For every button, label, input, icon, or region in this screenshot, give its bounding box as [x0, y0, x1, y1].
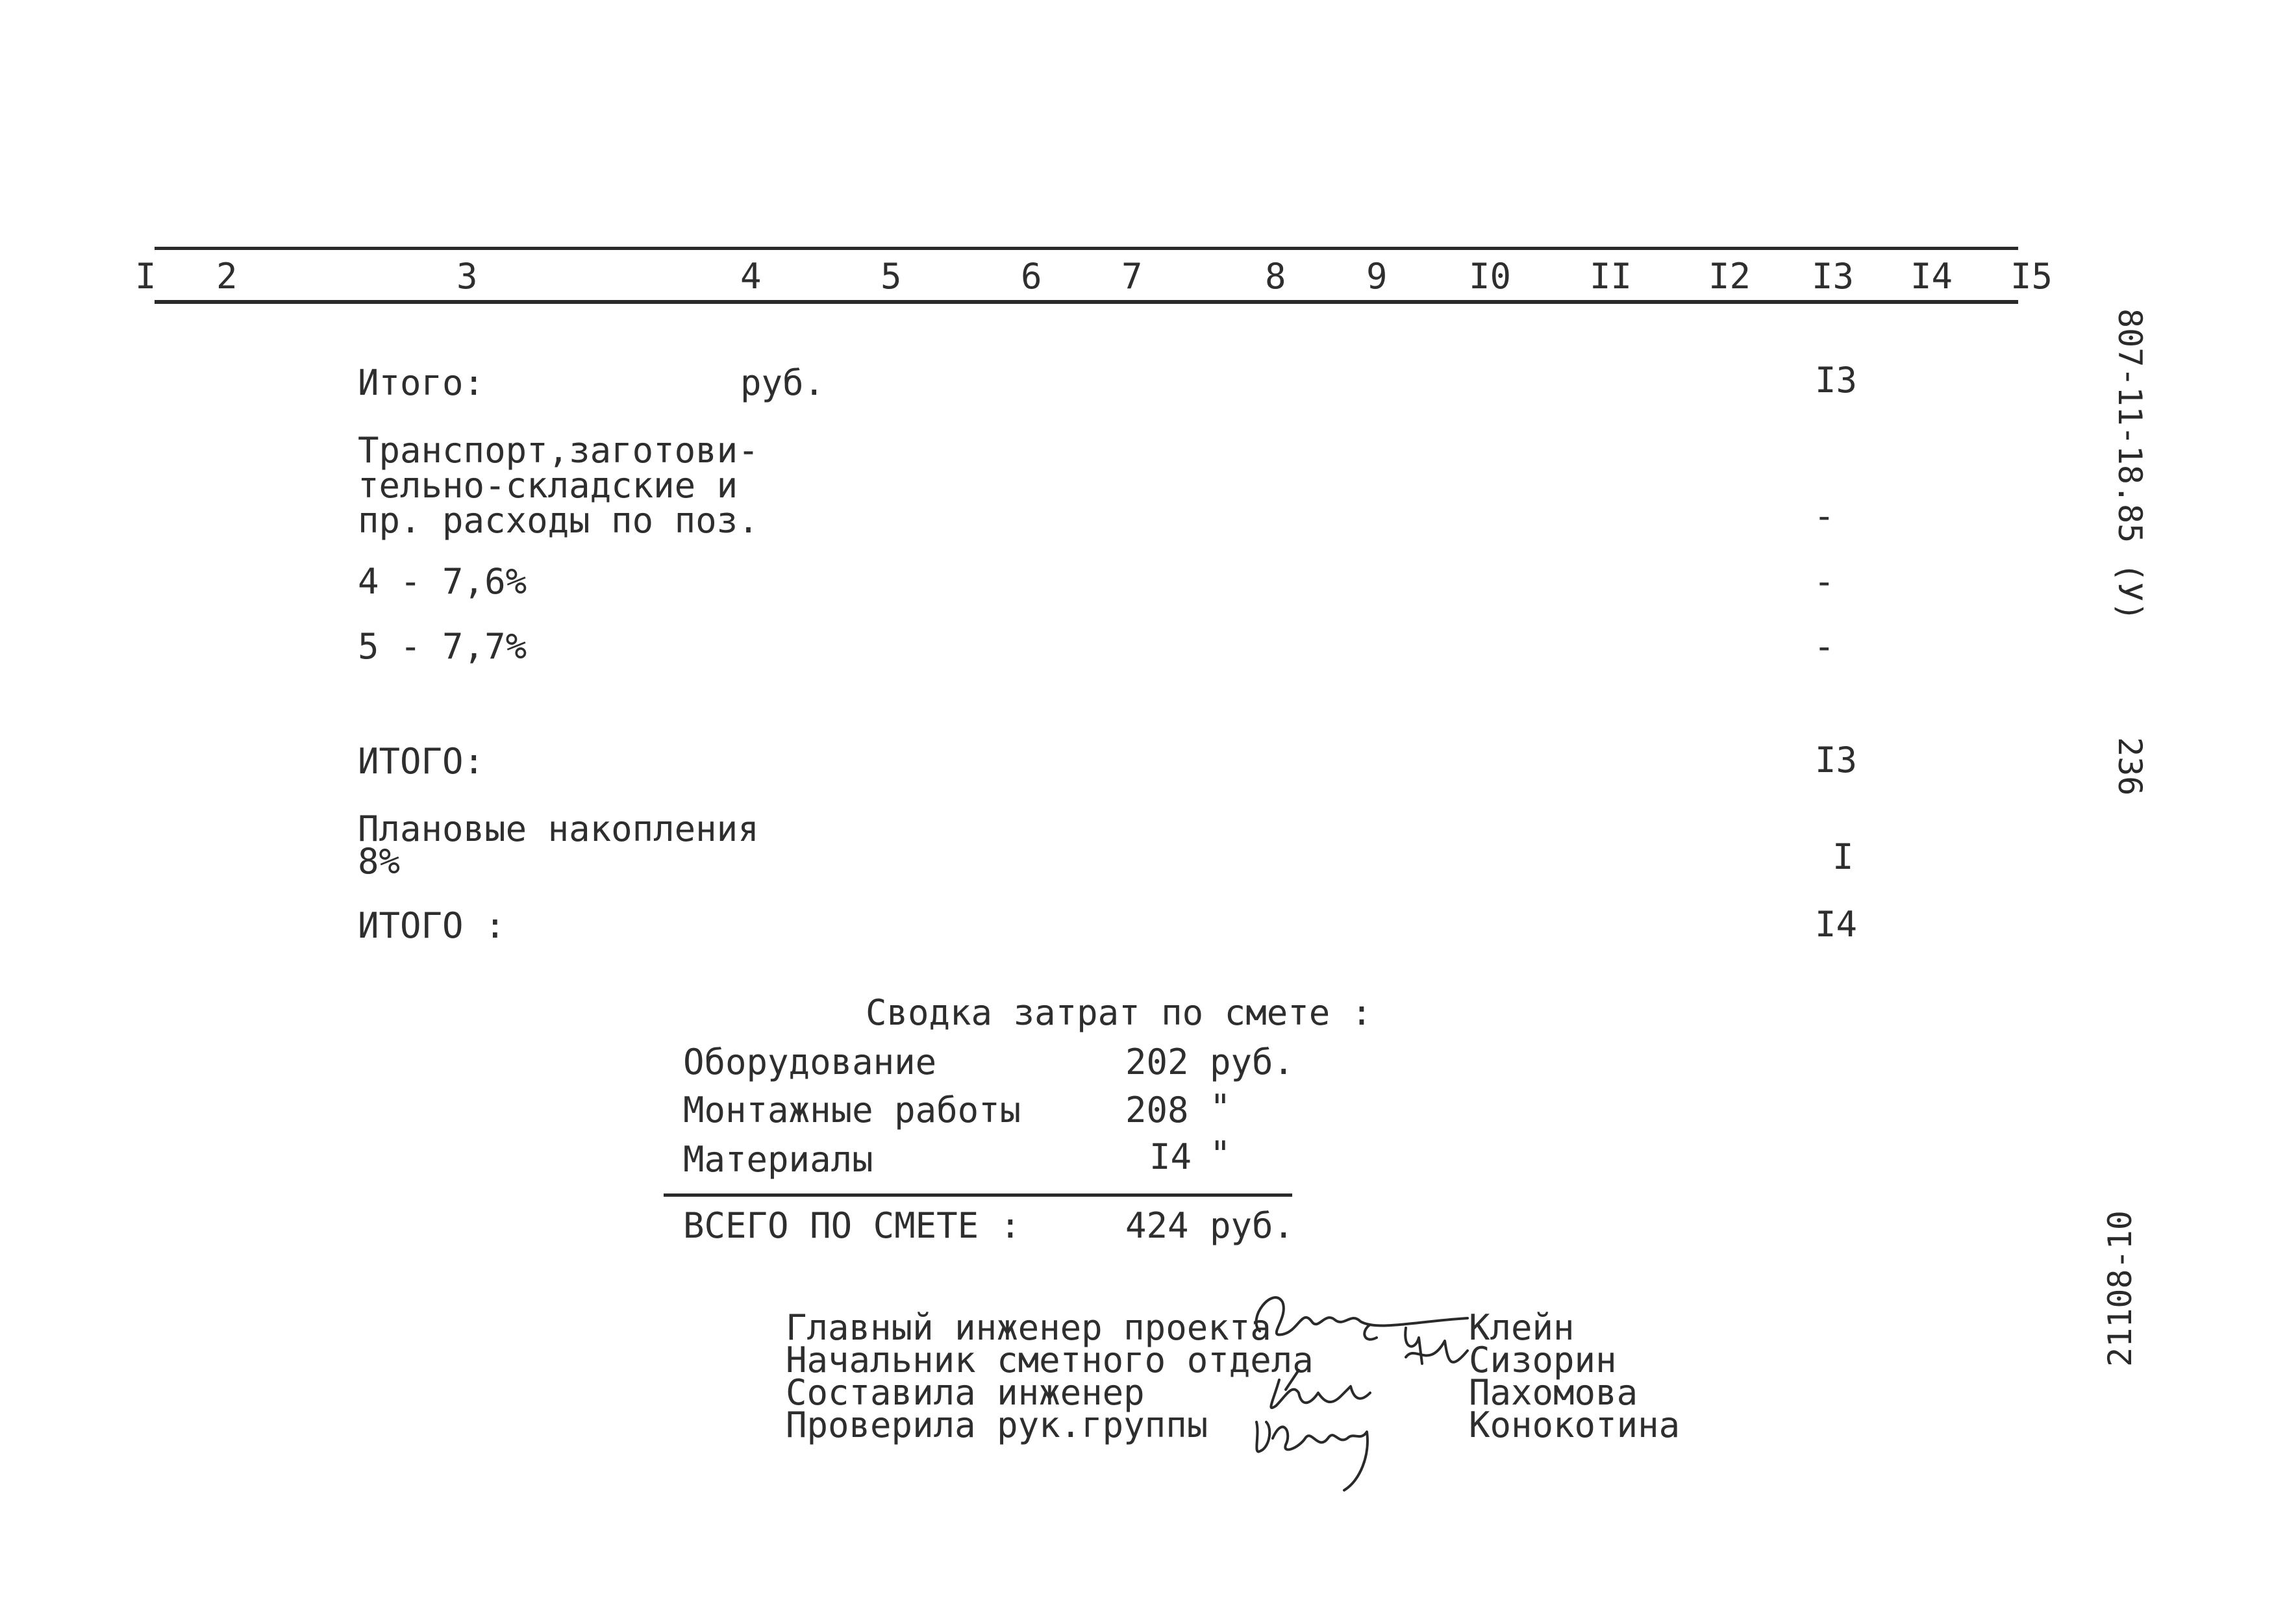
signature-role: Составила инженер	[786, 1372, 1145, 1413]
summary-item-unit: "	[1210, 1134, 1231, 1175]
signature-role: Главный инженер проекта	[786, 1307, 1271, 1348]
signature-role: Начальник сметного отдела	[786, 1340, 1314, 1380]
column-number: I2	[1708, 256, 1751, 297]
column-number: 9	[1366, 256, 1388, 297]
position-5-value: -	[1814, 626, 1835, 667]
position-5-label: 5 - 7,7%	[358, 626, 527, 667]
column-number: 3	[456, 256, 478, 297]
signature-name: Сизорин	[1469, 1340, 1617, 1380]
transport-value: -	[1814, 495, 1835, 536]
summary-item-label: Материалы	[683, 1139, 873, 1180]
column-number: I	[135, 256, 156, 297]
itogo-label: Итого:	[358, 362, 485, 403]
column-number: 6	[1021, 256, 1042, 297]
column-number: I5	[2010, 256, 2053, 297]
summary-total-unit: руб.	[1210, 1205, 1295, 1246]
summary-item-unit: руб.	[1210, 1042, 1295, 1082]
column-number: 4	[740, 256, 762, 297]
itogo-value: I4	[1815, 904, 1858, 945]
planned-line: Плановые накопления	[358, 808, 759, 849]
signature-name: Клейн	[1469, 1307, 1575, 1348]
itogo-value: I3	[1815, 740, 1858, 781]
summary-total-label: ВСЕГО ПО СМЕТЕ :	[683, 1205, 1021, 1246]
itogo-label: ИТОГО :	[358, 905, 506, 946]
itogo-value: I3	[1815, 360, 1858, 401]
summary-item-amount: 202	[1125, 1042, 1189, 1082]
page-number-vertical: 236	[2111, 737, 2149, 796]
planned-line: 8%	[358, 841, 401, 882]
transport-line: тельно-складские и	[358, 465, 738, 506]
summary-total-rule	[664, 1193, 1292, 1197]
column-number: I3	[1812, 256, 1855, 297]
summary-item-label: Монтажные работы	[683, 1090, 1021, 1131]
handwritten-signatures	[1221, 1273, 1506, 1493]
itogo-label: ИТОГО:	[358, 741, 485, 782]
summary-item-unit: "	[1210, 1087, 1231, 1128]
signature-name: Конокотина	[1469, 1405, 1681, 1445]
header-top-rule	[155, 247, 2018, 250]
planned-savings-value: I	[1832, 836, 1854, 877]
column-number: I4	[1910, 256, 1953, 297]
column-number: II	[1590, 256, 1632, 297]
position-4-label: 4 - 7,6%	[358, 561, 527, 602]
summary-item-amount: I4	[1149, 1136, 1192, 1177]
transport-line: Транспорт,заготови-	[358, 430, 759, 471]
itogo-unit: руб.	[740, 362, 825, 403]
column-number: 8	[1265, 256, 1286, 297]
signature-name: Пахомова	[1469, 1372, 1638, 1413]
column-number: 5	[881, 256, 902, 297]
column-number: 2	[216, 256, 238, 297]
signature-role: Проверила рук.группы	[786, 1405, 1208, 1445]
summary-title: Сводка затрат по смете :	[866, 992, 1373, 1033]
summary-total-amount: 424	[1125, 1205, 1189, 1246]
sheet-code-vertical: 21108-10	[2101, 1210, 2139, 1367]
position-4-value: -	[1814, 561, 1835, 602]
transport-line: пр. расходы по поз.	[358, 500, 759, 541]
summary-item-label: Оборудование	[683, 1042, 937, 1082]
summary-item-amount: 208	[1125, 1090, 1189, 1131]
column-number: I0	[1469, 256, 1512, 297]
header-bottom-rule	[155, 300, 2018, 304]
doc-code-vertical: 807-11-18.85 (У)	[2111, 308, 2149, 621]
column-number: 7	[1121, 256, 1143, 297]
